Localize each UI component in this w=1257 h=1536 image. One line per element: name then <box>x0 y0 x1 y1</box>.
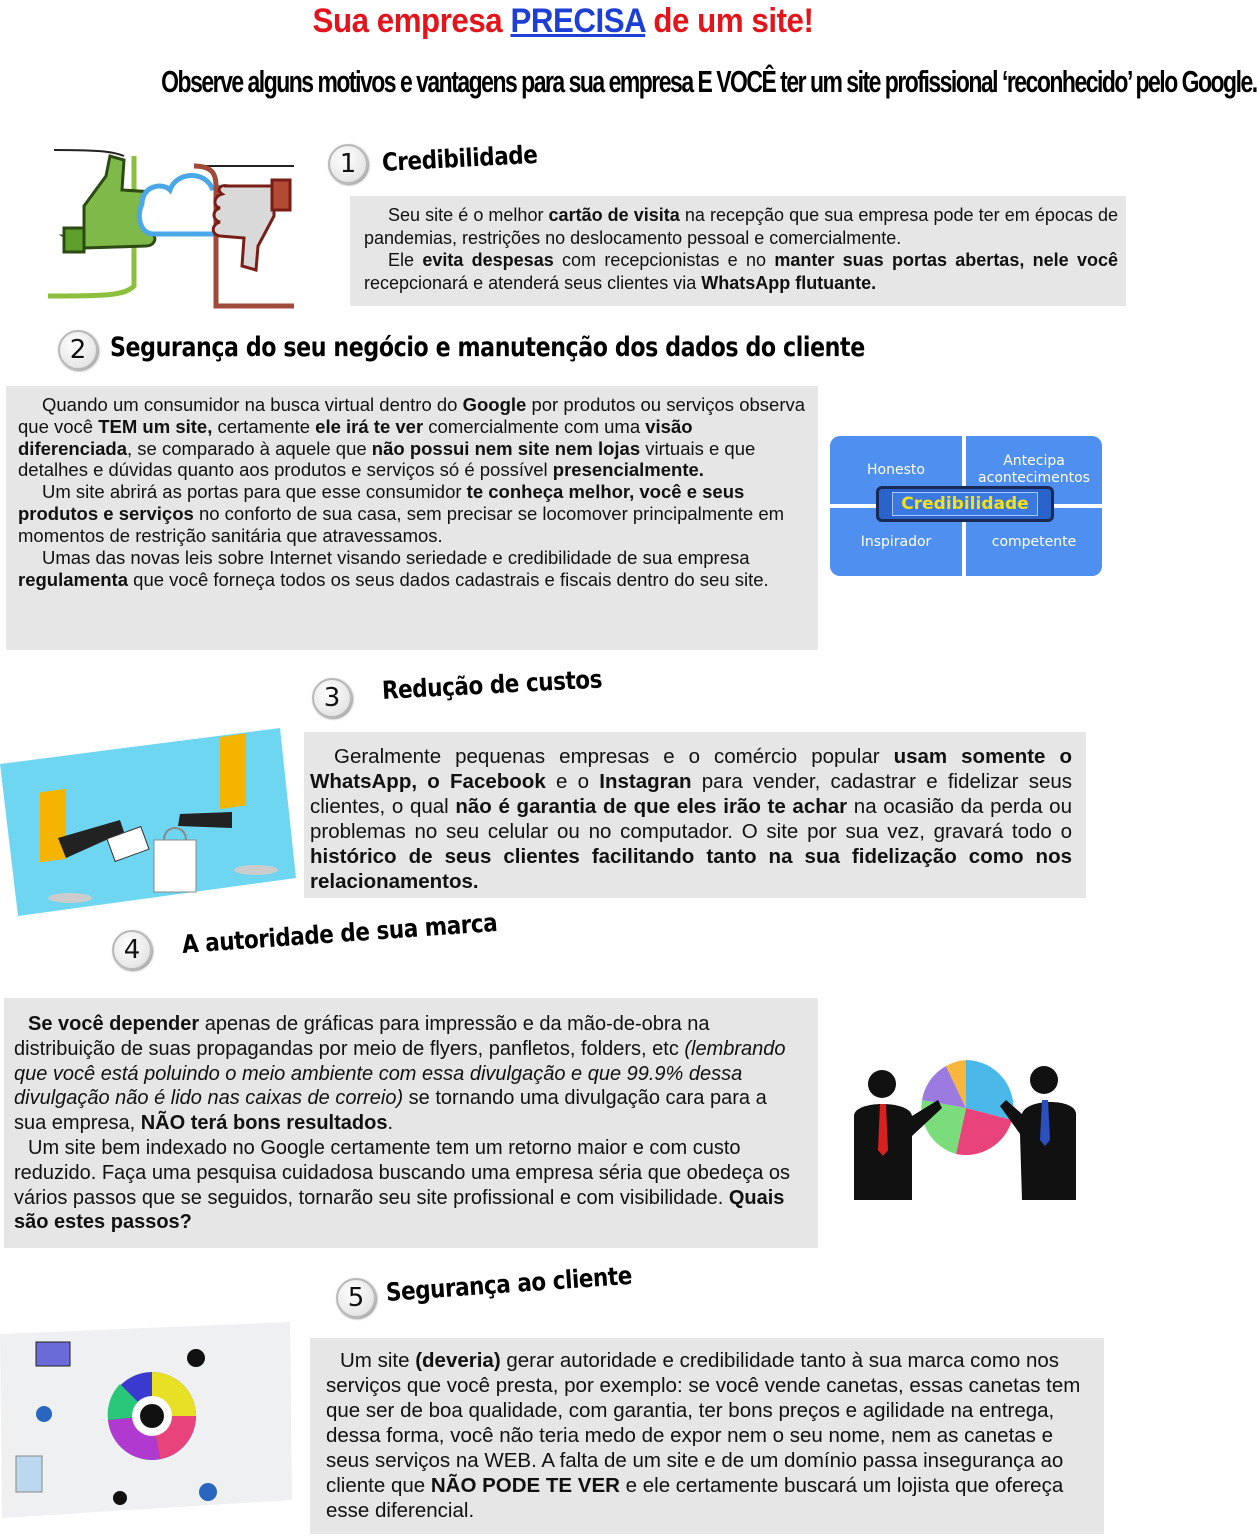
diagram-bottom-left: Inspirador <box>830 508 962 576</box>
section-2-paragraph <box>18 547 806 591</box>
text-run: . <box>387 1112 394 1135</box>
text-bold: WhatsApp flutuante. <box>701 272 877 293</box>
text-run: gerar autoridade e credibilidade tanto à sua marca como nos serviços que você presta, por exemplo: se você vende canetas, essas canetas tem que ser de boa qualidade, com garantia, ter bons preços e agilidade na entrega, dessa forma, você não teria medo de expor nem o seu nome, nem as canetas e seus serviços na WEB. A falta de um site e de um domínio passa insegurança ao cliente que <box>326 1349 1081 1497</box>
section-5-heading: Segurança ao cliente <box>384 1260 633 1307</box>
title-start: Sua empresa <box>312 2 511 40</box>
text-bold: não possui nem site nem lojas <box>371 437 641 459</box>
section-2-paragraph <box>18 394 806 481</box>
team-meeting-chart-illustration <box>0 1322 292 1518</box>
title-end: de um site! <box>645 2 814 40</box>
section-1-paragraph <box>364 249 1118 294</box>
section-5-paragraph <box>326 1348 1098 1523</box>
section-4-heading: A autoridade de sua marca <box>180 908 499 959</box>
text-run: recepcionará e atenderá seus clientes via <box>364 272 702 293</box>
section-1-text-box <box>350 196 1126 306</box>
section-5-number: 5 <box>336 1278 376 1318</box>
section-5-text-box <box>310 1338 1104 1534</box>
thumbs-up-down-icon <box>44 146 294 316</box>
section-1-paragraph <box>364 204 1118 249</box>
text-run: para vender, cadastrar e fidelizar seus clientes, o qual <box>310 770 1073 818</box>
section-3-paragraph <box>310 744 1072 894</box>
text-run: comercialmente com uma <box>423 415 646 437</box>
text-run: virtuais e que detalhes e dúvidas quanto aos produtos e serviços só é possível <box>18 437 756 481</box>
text-run: apenas de gráficas para impressão e da mão-de-obra na distribuição de suas propagandas por meio de flyers, panfletos, folders, etc <box>14 1013 710 1060</box>
text-run: com recepcionistas e no <box>553 250 775 270</box>
credibility-diagram <box>830 436 1102 576</box>
section-3-text-box <box>304 732 1086 898</box>
section-1-number: 1 <box>328 144 368 184</box>
text-run: Um site <box>340 1349 416 1372</box>
text-run: Geralmente pequenas empresas e o comércio popular <box>334 745 894 768</box>
diagram-top-left: Honesto <box>830 436 962 504</box>
section-4-paragraph <box>14 1012 804 1136</box>
section-4-text-box <box>4 998 818 1248</box>
text-bold: Google <box>462 394 527 415</box>
diagram-top-right: Antecipa acontecimentos <box>966 436 1102 504</box>
diagram-center-label: Credibilidade <box>892 492 1037 516</box>
section-3-heading: Redução de custos <box>381 664 603 705</box>
online-shopping-icon <box>0 728 296 916</box>
text-run: e ele certamente buscará um lojista que ofereça esse diferencial. <box>326 1474 1064 1522</box>
text-run: , se comparado à aquele que <box>127 437 372 459</box>
diagram-bottom-right: competente <box>966 508 1102 576</box>
section-3-number: 3 <box>312 678 352 718</box>
text-bold: NÃO terá bons resultados <box>140 1112 388 1135</box>
text-run: Quando um consumidor na busca virtual dentro do <box>42 394 463 415</box>
text-bold: (deveria) <box>415 1349 501 1372</box>
section-4-number: 4 <box>112 930 152 970</box>
text-run: Um site bem indexado no Google certamente tem um retorno maior e com custo reduzido. Faça uma pesquisa cuidadosa buscando uma empresa séria que obedeça os vários passos que se seguidos, tornarão seu site profissional e com visibilidade. <box>14 1136 791 1209</box>
title-emphasis: PRECISA <box>510 2 646 40</box>
team-meeting-icon <box>0 1322 292 1518</box>
text-bold: não é garantia de que eles irão te achar <box>455 795 848 818</box>
text-run: Ele <box>388 250 423 270</box>
business-pie-icon <box>846 1060 1076 1206</box>
text-run: na recepção que sua empresa pode ter em épocas de pandemias, restrições no deslocamento pessoal e comercialmente. <box>364 205 1118 248</box>
text-run: que você forneça todos os seus dados cadastrais e fiscais dentro do seu site. <box>128 568 769 590</box>
section-2-text-box <box>6 386 818 650</box>
text-bold: NÃO PODE TE VER <box>430 1474 620 1497</box>
text-bold: presencialmente. <box>552 459 704 481</box>
text-run: na ocasião da perda ou problemas no seu celular ou no computador. O site por sua vez, gravará todo o <box>310 795 1072 843</box>
thumbs-cloud-illustration <box>44 146 294 316</box>
text-bold: histórico de seus clientes facilitando tanto na sua fidelização como nos relacionamentos. <box>310 845 1072 893</box>
section-4-paragraph <box>14 1136 804 1235</box>
business-people-pie-chart-illustration <box>846 1060 1076 1206</box>
text-bold: Instagran <box>599 770 692 793</box>
text-bold: usam somente o WhatsApp, o Facebook <box>310 745 1072 793</box>
online-shopping-illustration <box>0 728 296 916</box>
text-italic: (lembrando que você está poluindo o meio ambiente com essa divulgação e que 99.9% dessa divulgação não é lido nas caixas de correio) <box>14 1037 786 1110</box>
text-run: Um site abrirá as portas para que esse consumidor <box>42 481 467 503</box>
text-run: certamente <box>212 415 316 437</box>
page-subtitle: Observe alguns motivos e vantagens para sua empresa E VOCÊ ter um site profissional ‘reconhecido’ pelo Google. <box>161 64 1257 99</box>
text-bold: Quais são estes passos? <box>14 1186 785 1234</box>
text-run: e o <box>545 770 600 793</box>
text-bold: visão diferenciada <box>18 415 693 459</box>
text-bold: manter suas portas abertas, nele você <box>774 250 1118 270</box>
text-bold: Se você depender <box>28 1013 200 1035</box>
text-bold: cartão de visita <box>548 205 680 225</box>
page-title <box>45 2 1081 41</box>
section-2-paragraph <box>18 481 806 546</box>
text-run: se tornando uma divulgação cara para a sua empresa, <box>14 1087 767 1135</box>
section-2-number: 2 <box>58 330 98 370</box>
section-2-heading: Segurança do seu negócio e manutenção dos dados do cliente <box>110 332 865 363</box>
text-bold: evita despesas <box>422 250 554 270</box>
text-bold: TEM um site, <box>98 415 213 437</box>
diagram-center <box>876 486 1054 522</box>
text-run: no conforto de sua casa, sem precisar se locomover principalmente em momentos de restrição sanitária que atravessamos. <box>18 503 785 546</box>
text-run: Umas das novas leis sobre Internet visando seriedade e credibilidade de sua empresa <box>42 546 750 568</box>
section-1-heading: Credibilidade <box>381 139 539 177</box>
text-run: por produtos ou serviços observa que você <box>18 394 806 437</box>
text-bold: te conheça melhor, você e seus produtos e serviços <box>18 481 745 525</box>
text-bold: ele irá te ver <box>315 415 424 437</box>
text-bold: regulamenta <box>18 568 129 590</box>
text-run: Seu site é o melhor <box>388 205 549 225</box>
